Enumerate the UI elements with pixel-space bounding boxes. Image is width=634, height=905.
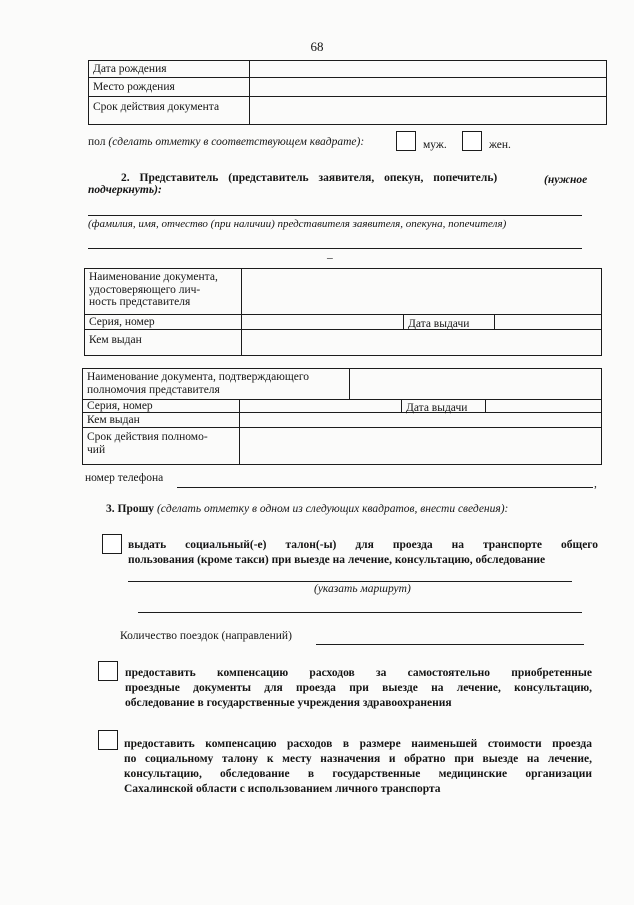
- section3-title: Прошу: [117, 503, 155, 515]
- section2-hint-b: подчеркнуть):: [88, 184, 162, 196]
- section3-heading: [106, 503, 508, 516]
- table-divider: [403, 314, 404, 329]
- identity-issued-by-label: Кем выдан: [89, 334, 142, 346]
- option-social-ticket-checkbox[interactable]: [102, 534, 122, 554]
- phone-field[interactable]: [177, 487, 593, 488]
- trips-count-label: Количество поездок (направлений): [120, 630, 292, 642]
- female-label: жен.: [489, 139, 511, 151]
- section3-number: 3.: [106, 503, 115, 515]
- option-line: выдать социальный(-е) талон(-ы) для проезда на транспорте общего: [128, 539, 598, 551]
- label-line: Наименование документа, подтверждающего: [87, 371, 309, 383]
- identity-issue-date-field[interactable]: [495, 315, 600, 328]
- representative-name-caption: (фамилия, имя, отчество (при наличии) представителя заявителя, опекуна, попечителя): [88, 218, 507, 230]
- authority-issued-by-field[interactable]: [240, 413, 600, 426]
- authority-issued-by-label: Кем выдан: [87, 414, 140, 426]
- route-field-2[interactable]: [138, 612, 582, 613]
- label-line: ность представителя: [89, 296, 191, 308]
- identity-issued-by-field[interactable]: [242, 330, 600, 354]
- document-validity-field[interactable]: [250, 97, 605, 123]
- label-line: чий: [87, 443, 106, 456]
- option-line: Сахалинской области с использованием личного транспорта: [124, 783, 441, 795]
- authority-document-name-label: [87, 371, 309, 396]
- authority-series-label: Серия, номер: [87, 400, 153, 412]
- authority-issue-date-label: Дата выдачи: [406, 402, 468, 414]
- option-line: проездные документы для проезда при выезде на лечение, консультацию,: [125, 682, 592, 694]
- option-line: пользования (кроме такси) при выезде на лечение, консультацию, обследование: [128, 554, 546, 566]
- label-line: полномочия представителя: [87, 383, 220, 396]
- identity-series-field[interactable]: [242, 315, 402, 328]
- option-line: предоставить компенсацию расходов за самостоятельно приобретенные: [125, 667, 592, 679]
- male-checkbox[interactable]: [396, 131, 416, 151]
- authority-series-field[interactable]: [240, 400, 400, 411]
- identity-document-name-label: [89, 271, 218, 309]
- authority-document-table: [82, 368, 602, 465]
- option-line: обследование в государственные учреждения здравоохранения: [125, 697, 452, 709]
- female-checkbox[interactable]: [462, 131, 482, 151]
- dash-mark: –: [327, 252, 333, 264]
- authority-validity-label: [87, 431, 208, 456]
- birth-place-label: Место рождения: [93, 81, 175, 93]
- male-label: муж.: [423, 139, 447, 151]
- option-line: консультацию, обследование в государственные медицинские организации: [124, 768, 592, 780]
- section2-hint-a: (нужное: [544, 174, 588, 186]
- identity-series-label: Серия, номер: [89, 316, 155, 328]
- option-compensation-personal-transport-text: [124, 737, 592, 797]
- applicant-table: [88, 60, 607, 125]
- trips-count-field[interactable]: [316, 644, 584, 645]
- section2-heading: 2. Представитель (представитель заявителя, опекун, попечитель): [121, 172, 498, 184]
- authority-issue-date-field[interactable]: [486, 400, 600, 411]
- page-number: 68: [310, 39, 324, 54]
- label-line: удостоверяющего лич-: [89, 283, 201, 296]
- birth-date-field[interactable]: [250, 62, 605, 76]
- birth-date-label: Дата рождения: [93, 63, 167, 75]
- identity-document-name-field[interactable]: [242, 270, 600, 313]
- route-field[interactable]: [128, 581, 572, 582]
- option-line: по социальному талону к месту назначения и обратно при выезде на лечение,: [124, 753, 592, 765]
- option-compensation-personal-transport-checkbox[interactable]: [98, 730, 118, 750]
- gender-text: пол: [88, 136, 106, 148]
- authority-document-name-field[interactable]: [350, 370, 600, 398]
- representative-name-line[interactable]: [88, 215, 582, 216]
- option-line: предоставить компенсацию расходов в размере наименьшей стоимости проезда: [124, 738, 592, 750]
- label-line: Срок действия полномо-: [87, 431, 208, 443]
- document-validity-label: Срок действия документа: [93, 101, 220, 113]
- identity-issue-date-label: Дата выдачи: [408, 318, 470, 330]
- option-compensation-tickets-checkbox[interactable]: [98, 661, 118, 681]
- gender-hint: (сделать отметку в соответствующем квадрате):: [108, 136, 365, 148]
- table-divider: [401, 399, 402, 412]
- birth-place-field[interactable]: [250, 78, 605, 95]
- gender-label: [88, 136, 364, 149]
- section3-hint: (сделать отметку в одном из следующих квадратов, внести сведения):: [156, 503, 509, 515]
- label-line: Наименование документа,: [89, 271, 218, 283]
- phone-trailing-comma: ,: [594, 478, 597, 490]
- authority-validity-field[interactable]: [240, 428, 600, 464]
- option-compensation-tickets-text: [125, 666, 592, 711]
- route-caption: (указать маршрут): [314, 583, 411, 595]
- identity-document-table: [84, 268, 602, 356]
- phone-label: номер телефона: [85, 472, 164, 484]
- representative-name-line-2[interactable]: [88, 248, 582, 249]
- option-social-ticket-text: [128, 538, 598, 568]
